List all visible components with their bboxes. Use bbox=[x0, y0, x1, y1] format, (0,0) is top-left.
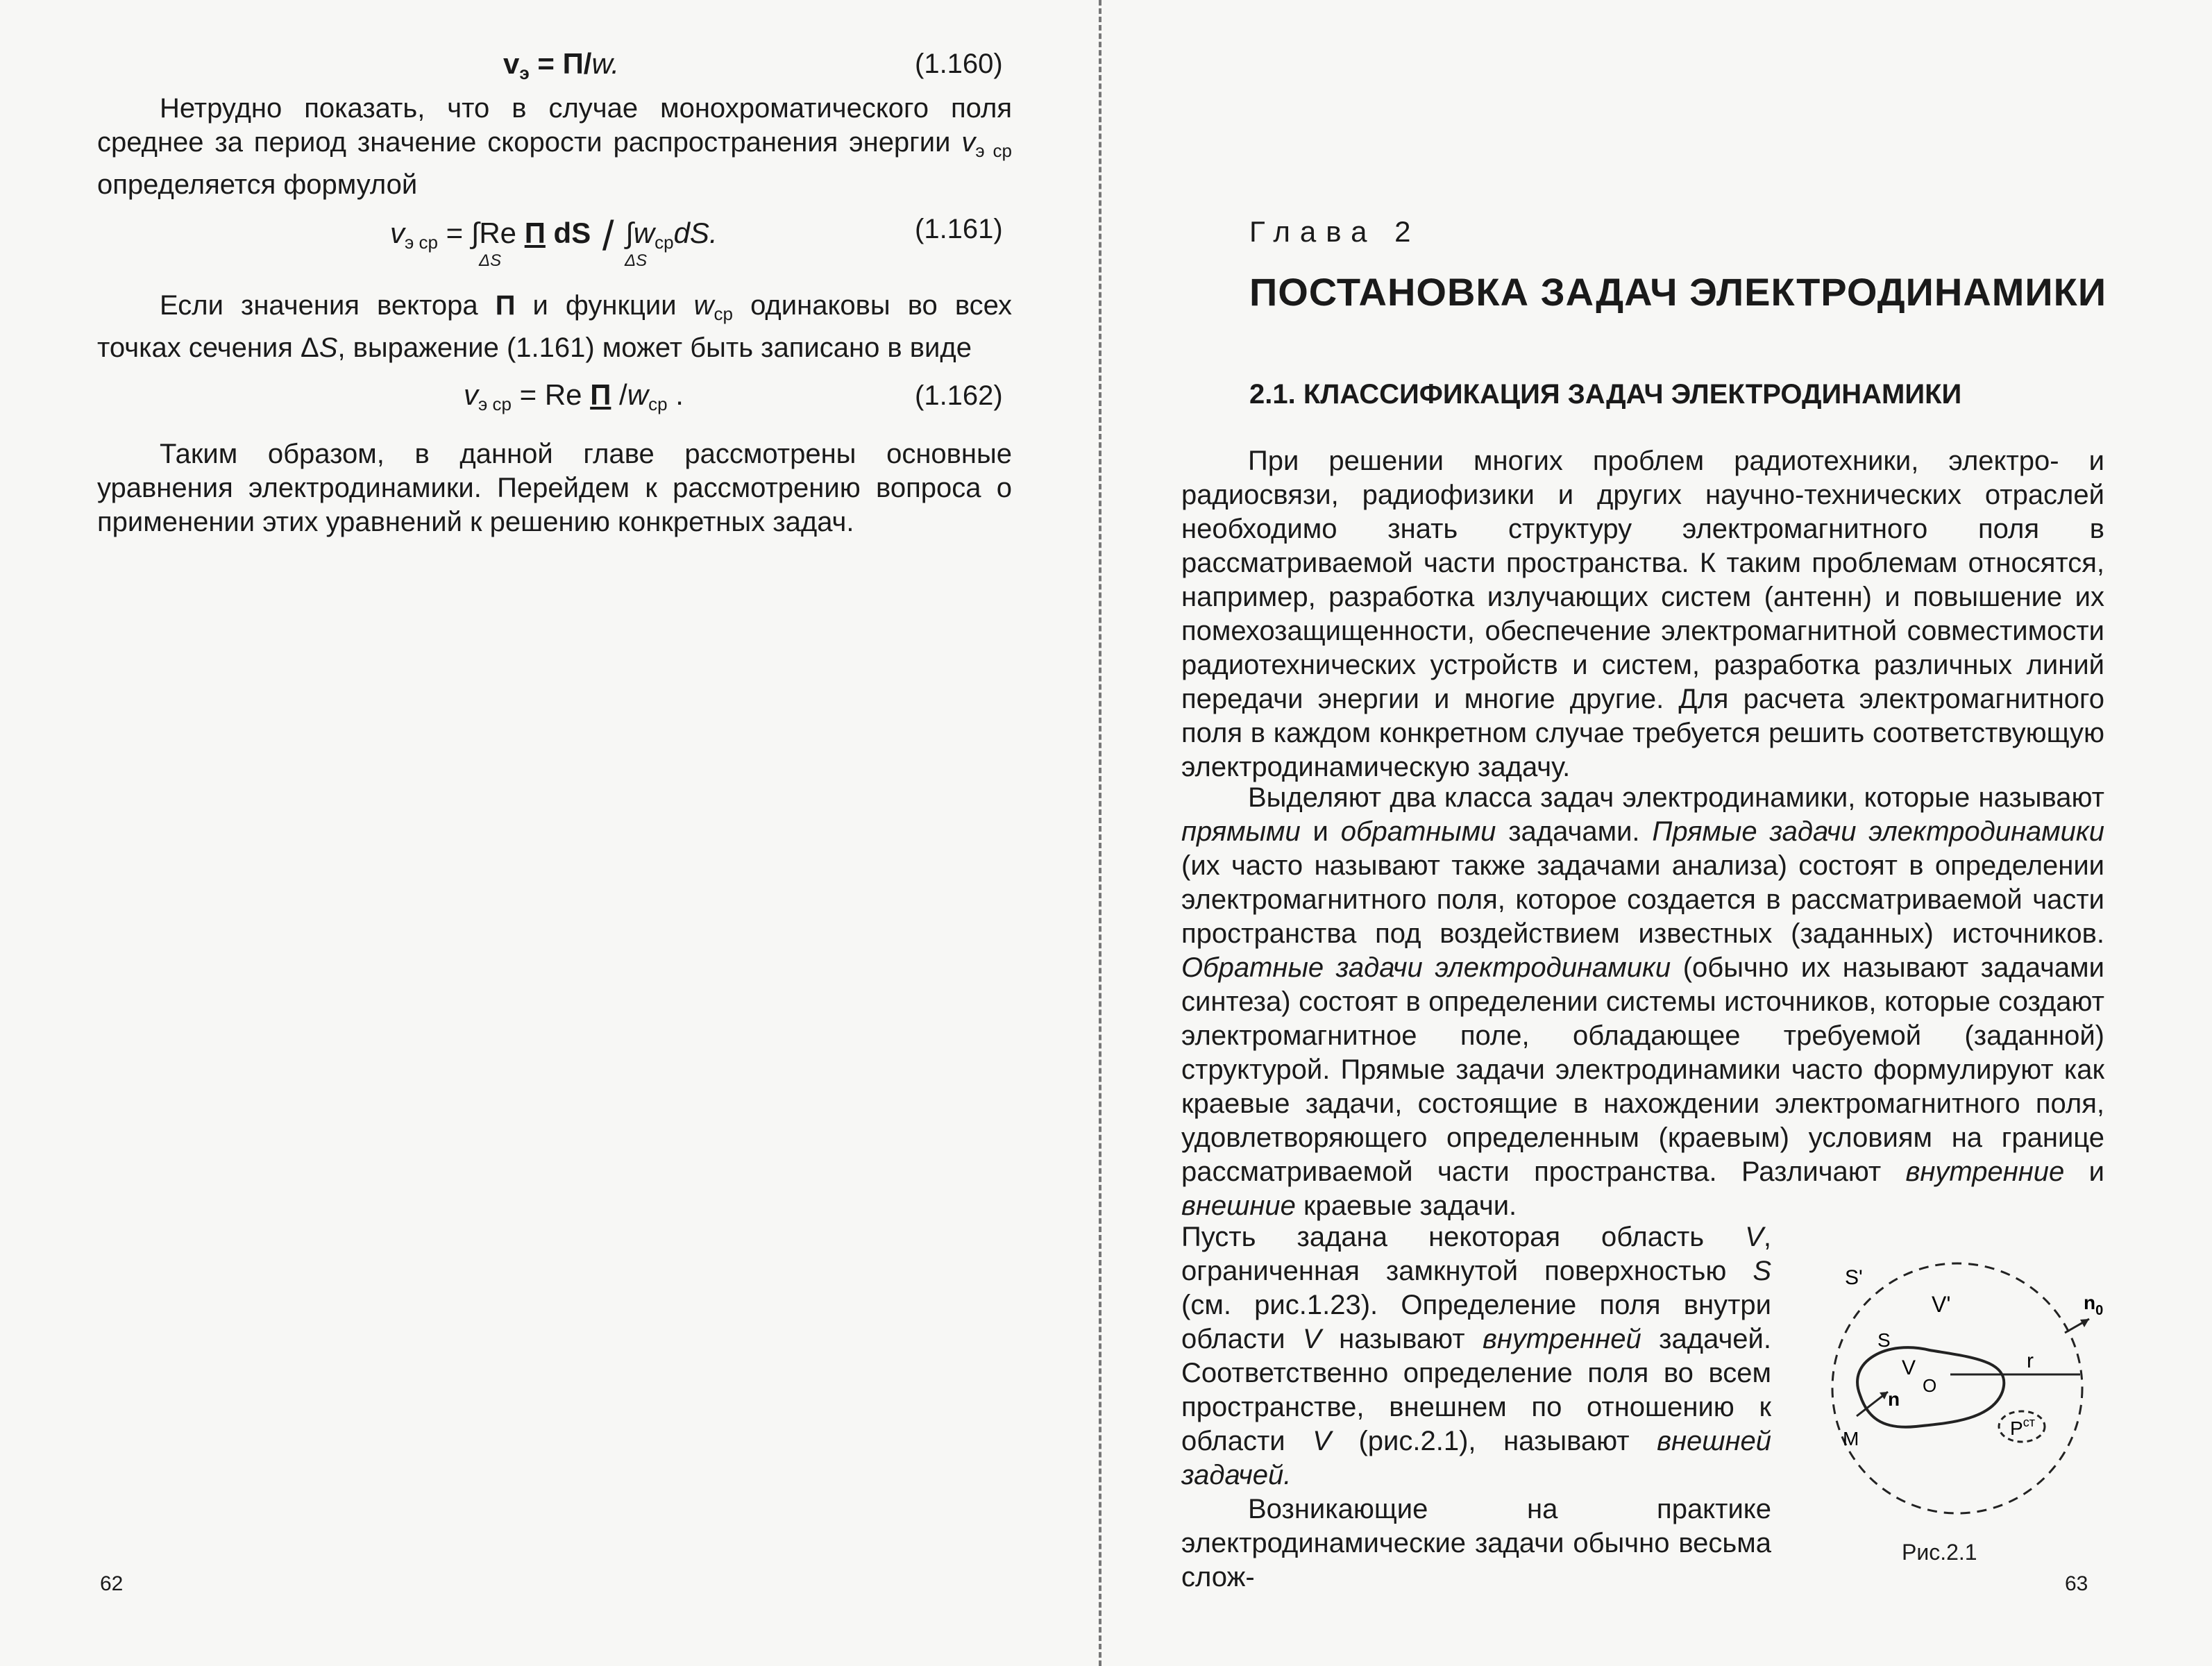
equation-1-162 bbox=[464, 378, 684, 415]
eq-161-limit-1: ΔS bbox=[479, 251, 502, 270]
right-paragraph-3-s3: (см. рис.1.23). Определение поля внутри области bbox=[1181, 1290, 1771, 1354]
left-page bbox=[0, 0, 1097, 1666]
eq-161-pi: П bbox=[524, 217, 546, 249]
eq-161-lhs: v bbox=[390, 217, 405, 249]
right-paragraph-3 bbox=[1181, 1220, 1771, 1492]
right-paragraph-2 bbox=[1181, 781, 2104, 1223]
equation-1-160 bbox=[503, 47, 619, 84]
right-paragraph-2-s3: задачами. bbox=[1496, 816, 1653, 847]
left-paragraph-1-var-sub: э ср bbox=[975, 140, 1012, 161]
label-m: M bbox=[1843, 1428, 1859, 1449]
left-paragraph-1-text: Нетрудно показать, что в случае монохроматического поля среднее за период значение скорости распространения энергии bbox=[97, 93, 1012, 158]
right-paragraph-2-i6: внешние bbox=[1181, 1190, 1296, 1221]
eq-161-lhs-sub: э ср bbox=[405, 232, 438, 253]
eq-161-limit-2: ΔS bbox=[625, 251, 648, 270]
left-paragraph-1 bbox=[97, 92, 1012, 202]
eq-160-rhs: = П/ bbox=[529, 47, 592, 80]
eq-161-w: w bbox=[633, 217, 655, 249]
equation-1-161 bbox=[390, 212, 718, 260]
eq-160-w: w. bbox=[591, 47, 620, 80]
eq-161-ds: dS bbox=[545, 217, 591, 249]
left-paragraph-2-pi: П bbox=[495, 290, 516, 321]
right-paragraph-3-s6: (рис.2.1), называют bbox=[1331, 1426, 1657, 1456]
eq-161-equals: = bbox=[437, 217, 471, 249]
label-s: S bbox=[1877, 1329, 1891, 1351]
right-paragraph-3-i2: S bbox=[1753, 1256, 1771, 1286]
left-paragraph-2 bbox=[97, 289, 1012, 365]
right-paragraph-4: Возникающие на практике электродинамические задачи обычно весьма слож- bbox=[1181, 1494, 1771, 1592]
eq-162-lhs: v bbox=[464, 378, 478, 411]
right-paragraph-3-i5: V bbox=[1312, 1426, 1331, 1456]
outer-surface-s-prime bbox=[1832, 1263, 2082, 1513]
left-paragraph-3: Таким образом, в данной главе рассмотрены основные уравнения электродинамики. Перейдем к рассмотрению вопроса о применении этих уравнений к решению конкретных задач. bbox=[97, 439, 1012, 537]
left-paragraph-1-var: v bbox=[961, 127, 976, 158]
right-paragraph-3-s4: называют bbox=[1321, 1324, 1483, 1354]
left-paragraph-1-tail: определяется формулой bbox=[97, 169, 418, 200]
eq-161-w-sub: ср bbox=[655, 232, 674, 253]
label-s-prime: S' bbox=[1845, 1266, 1863, 1289]
page-number-right: 63 bbox=[2065, 1572, 2088, 1595]
right-paragraph-2-s7: краевые задачи. bbox=[1295, 1190, 1517, 1221]
eq-162-slash: / bbox=[611, 378, 627, 411]
label-v-prime: V' bbox=[1932, 1292, 1951, 1317]
right-paragraph-2-s5: (обычно их называют задачами синтеза) состоят в определении системы источников, которые создают электромагнитное поле, обладающее требуемой (заданной) структурой. Прямые задачи электродинамики часто формулируют как краевые задачи, состоящие в нахождении электромагнитного поля, удовлетворяющего определенным (краевым) условиям на границе рассматриваемой части пространства. Различают bbox=[1181, 952, 2105, 1187]
right-paragraph-3-i3: V bbox=[1303, 1324, 1322, 1354]
eq-160-lhs-sub: э bbox=[519, 62, 530, 83]
label-n0: $n_0$ bbox=[2084, 1292, 2104, 1318]
right-paragraph-2-i2: обратными bbox=[1340, 816, 1496, 847]
equation-number-1-161: (1.161) bbox=[915, 214, 1003, 244]
right-paragraph-2-s1: Выделяют два класса задач электродинамики, которые называют bbox=[1248, 782, 2104, 813]
eq-161-tail: dS. bbox=[673, 217, 718, 249]
eq-162-dot: . bbox=[667, 378, 684, 411]
right-page bbox=[1104, 0, 2212, 1666]
label-n: n bbox=[1888, 1388, 1900, 1410]
right-paragraph-3-s1: Пусть задана некоторая область bbox=[1181, 1222, 1746, 1252]
chapter-label: Глава 2 bbox=[1249, 215, 1421, 248]
right-paragraph-3-s5: задачей. Соответственно определение поля во всем пространстве, внешнем по отношению к области bbox=[1181, 1324, 1771, 1456]
eq-162-w-sub: ср bbox=[648, 394, 668, 414]
right-paragraph-2-s4: (их часто называют также задачами анализа) состоят в определении электромагнитного поля, которое создается в рассматриваемой части пространства под воздействием известных (заданных) источников. bbox=[1181, 850, 2104, 949]
eq-162-mid: = Re bbox=[511, 378, 591, 411]
right-paragraph-1: При решении многих проблем радиотехники, электро- и радиосвязи, радиофизики и других научно-технических отраслей необходимо знать структуру электромагнитного поля в рассматриваемой части пространства. К таким проблемам относятся, например, разработка излучающих систем (антенн) и повышение их помехозащищенности, обеспечение электромагнитной совместимости радиотехнических устройств и систем, разработка различных линий передачи энергии и многие другие. Для расчета электромагнитного поля в каждом конкретном случае требуется решить соответствующую электродинамическую задачу. bbox=[1181, 446, 2104, 782]
eq-162-w: w bbox=[627, 378, 649, 411]
left-paragraph-2-w: w bbox=[693, 290, 714, 321]
left-paragraph-2-c: одинаковы во всех точках сечения Δ bbox=[97, 290, 1012, 363]
eq-162-lhs-sub: э ср bbox=[478, 394, 512, 414]
left-paragraph-2-s: S bbox=[319, 333, 338, 363]
right-paragraph-2-i4: Обратные задачи электродинамики bbox=[1181, 952, 1671, 983]
eq-160-lhs: v bbox=[503, 47, 520, 80]
eq-161-integral-2: ∫ bbox=[625, 217, 634, 249]
left-paragraph-2-a: Если значения вектора bbox=[160, 290, 496, 321]
figure-2-1 bbox=[1798, 1236, 2117, 1541]
eq-161-integral-1: ∫Re bbox=[471, 217, 525, 249]
right-paragraph-2-i5: внутренние bbox=[1905, 1156, 2065, 1187]
right-paragraph-2-s2: и bbox=[1300, 816, 1341, 847]
label-v: V bbox=[1902, 1356, 1916, 1379]
right-paragraph-3-i1: V bbox=[1745, 1222, 1764, 1252]
label-p: $P^{ст}$ bbox=[2010, 1415, 2035, 1439]
page-number-left: 62 bbox=[100, 1572, 124, 1595]
right-paragraph-2-i1: прямыми bbox=[1181, 816, 1301, 847]
right-paragraph-3-i4: внутренней bbox=[1482, 1324, 1641, 1354]
right-paragraph-2-i3: Прямые задачи электродинамики bbox=[1652, 816, 2105, 847]
left-paragraph-2-w-sub: ср bbox=[714, 303, 733, 324]
eq-161-slash: / bbox=[591, 212, 626, 259]
equation-number-1-162: (1.162) bbox=[915, 380, 1003, 411]
right-paragraph-2-s6: и bbox=[2064, 1156, 2104, 1187]
left-paragraph-2-b: и функции bbox=[515, 290, 694, 321]
page-gutter bbox=[1099, 0, 1101, 1666]
left-paragraph-2-d: , выражение (1.161) может быть записано в виде bbox=[337, 333, 972, 363]
right-paragraph-3-i6: внешней задачей. bbox=[1181, 1426, 1771, 1490]
chapter-title: ПОСТАНОВКА ЗАДАЧ ЭЛЕКТРОДИНАМИКИ bbox=[1249, 270, 2107, 314]
eq-162-pi: П bbox=[590, 378, 611, 411]
label-o: O bbox=[1923, 1375, 1937, 1396]
section-title: 2.1. КЛАССИФИКАЦИЯ ЗАДАЧ ЭЛЕКТРОДИНАМИКИ bbox=[1249, 379, 1962, 410]
figure-caption: Рис.2.1 bbox=[1902, 1540, 1977, 1565]
right-paragraph-3-s2: , ограниченная замкнутой поверхностью bbox=[1181, 1222, 1771, 1286]
label-r: r bbox=[2027, 1349, 2034, 1372]
equation-number-1-160: (1.160) bbox=[915, 49, 1003, 79]
